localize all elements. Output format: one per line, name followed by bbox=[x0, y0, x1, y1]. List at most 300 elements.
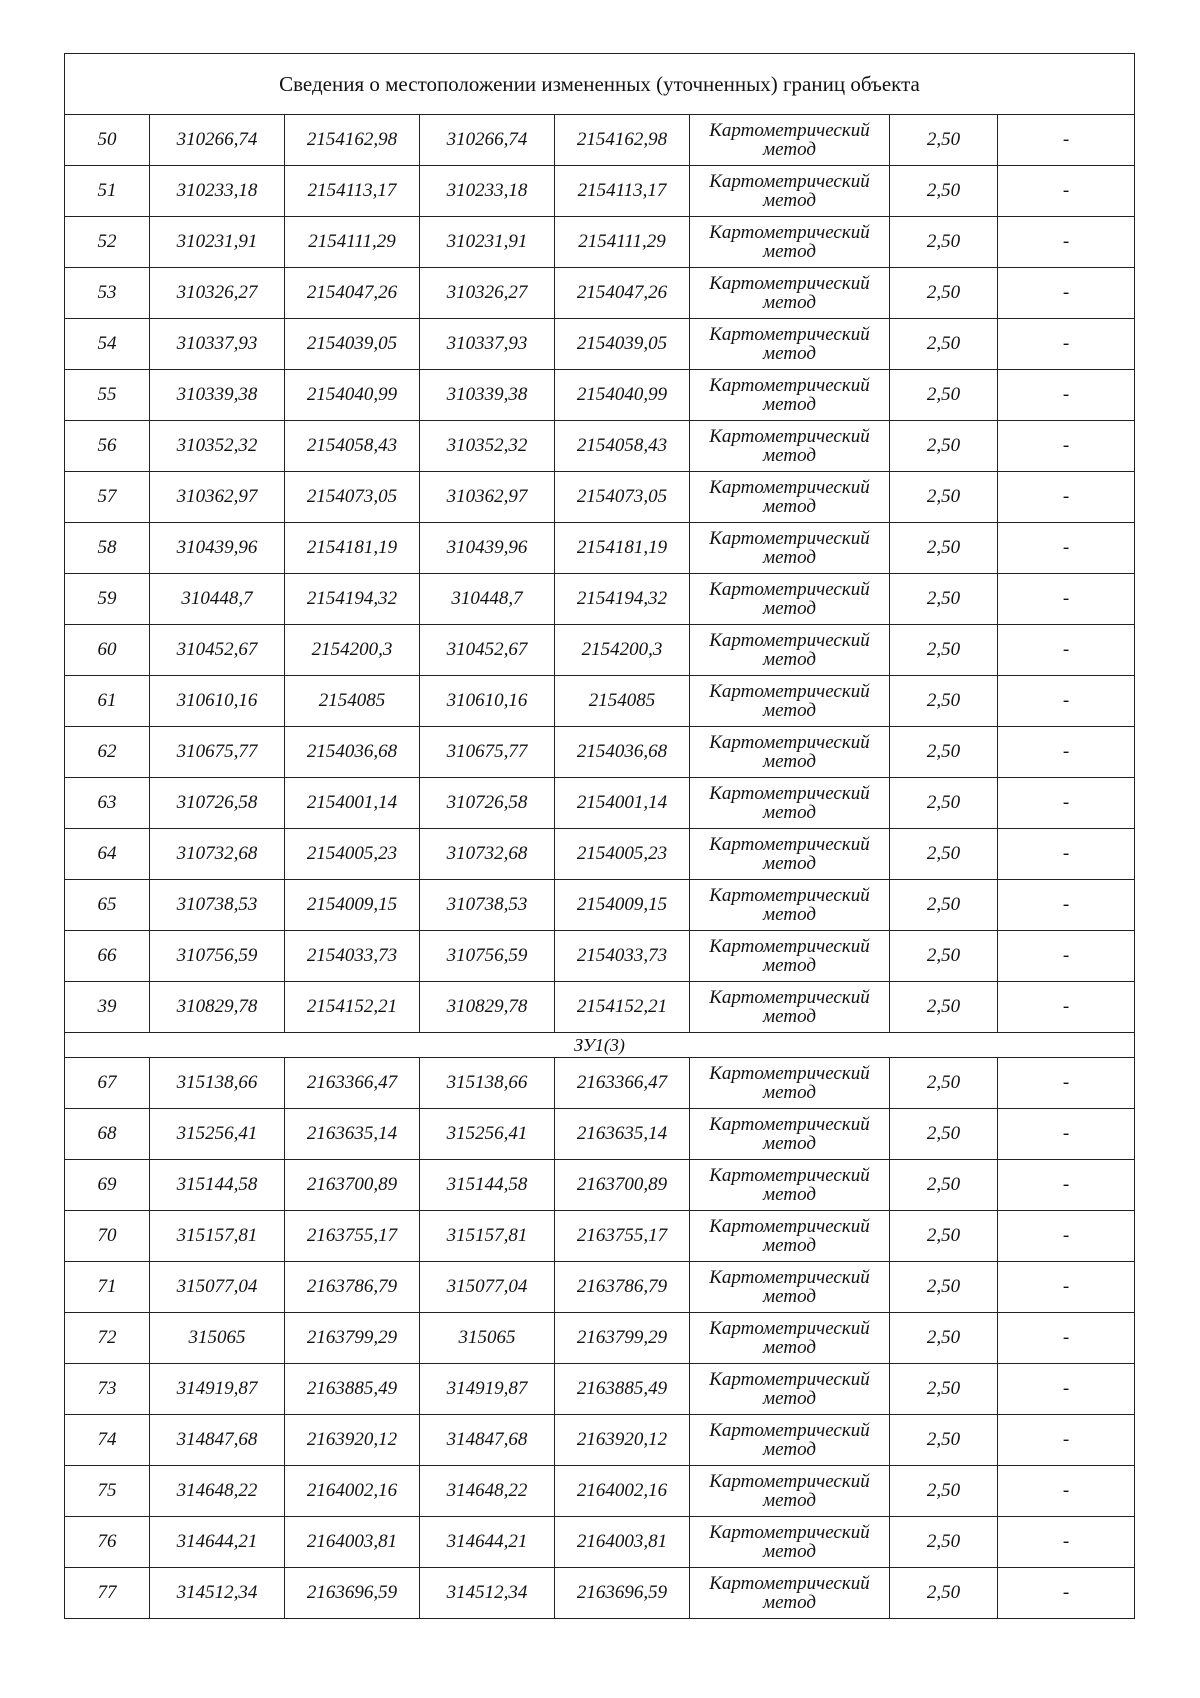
method-line-1: Картометрический bbox=[709, 1420, 870, 1441]
method-line-1: Картометрический bbox=[709, 630, 870, 651]
table-row bbox=[65, 166, 1135, 217]
accuracy-cell: 2,50 bbox=[890, 1364, 998, 1415]
method-cell bbox=[690, 982, 890, 1033]
method-line-1: Картометрический bbox=[709, 1471, 870, 1492]
accuracy-cell: 2,50 bbox=[890, 1160, 998, 1211]
method-line-2: метод bbox=[763, 1439, 816, 1460]
method-line-2: метод bbox=[763, 1184, 816, 1205]
method-cell bbox=[690, 676, 890, 727]
x-new-cell: 315065 bbox=[420, 1313, 555, 1364]
x-existing-cell: 310439,96 bbox=[150, 523, 285, 574]
x-existing-cell: 310610,16 bbox=[150, 676, 285, 727]
method-line-1: Картометрический bbox=[709, 1573, 870, 1594]
method-line-1: Картометрический bbox=[709, 732, 870, 753]
table-row bbox=[65, 1466, 1135, 1517]
y-existing-cell: 2154111,29 bbox=[285, 217, 420, 268]
method-cell bbox=[690, 574, 890, 625]
table-row bbox=[65, 1160, 1135, 1211]
description-cell: - bbox=[998, 1109, 1135, 1160]
accuracy-cell: 2,50 bbox=[890, 1211, 998, 1262]
method-line-1: Картометрический bbox=[709, 528, 870, 549]
method-line-2: метод bbox=[763, 547, 816, 568]
x-new-cell: 315138,66 bbox=[420, 1058, 555, 1109]
y-existing-cell: 2163755,17 bbox=[285, 1211, 420, 1262]
accuracy-cell: 2,50 bbox=[890, 421, 998, 472]
description-cell: - bbox=[998, 217, 1135, 268]
point-number-cell: 66 bbox=[65, 931, 150, 982]
table-row bbox=[65, 421, 1135, 472]
description-cell: - bbox=[998, 115, 1135, 166]
x-new-cell: 310326,27 bbox=[420, 268, 555, 319]
method-line-2: метод bbox=[763, 496, 816, 517]
accuracy-cell: 2,50 bbox=[890, 370, 998, 421]
y-new-cell: 2164002,16 bbox=[555, 1466, 690, 1517]
x-existing-cell: 314919,87 bbox=[150, 1364, 285, 1415]
method-line-1: Картометрический bbox=[709, 936, 870, 957]
method-cell bbox=[690, 166, 890, 217]
description-cell: - bbox=[998, 931, 1135, 982]
y-new-cell: 2154194,32 bbox=[555, 574, 690, 625]
y-new-cell: 2164003,81 bbox=[555, 1517, 690, 1568]
x-new-cell: 310233,18 bbox=[420, 166, 555, 217]
x-existing-cell: 315138,66 bbox=[150, 1058, 285, 1109]
accuracy-cell: 2,50 bbox=[890, 931, 998, 982]
x-existing-cell: 315256,41 bbox=[150, 1109, 285, 1160]
method-line-2: метод bbox=[763, 904, 816, 925]
method-cell bbox=[690, 1364, 890, 1415]
x-existing-cell: 310675,77 bbox=[150, 727, 285, 778]
method-line-2: метод bbox=[763, 1541, 816, 1562]
method-line-1: Картометрический bbox=[709, 1369, 870, 1390]
method-cell bbox=[690, 472, 890, 523]
method-line-1: Картометрический bbox=[709, 1063, 870, 1084]
y-new-cell: 2154073,05 bbox=[555, 472, 690, 523]
y-existing-cell: 2154085 bbox=[285, 676, 420, 727]
y-new-cell: 2163366,47 bbox=[555, 1058, 690, 1109]
method-line-1: Картометрический bbox=[709, 1216, 870, 1237]
method-cell bbox=[690, 880, 890, 931]
y-new-cell: 2163920,12 bbox=[555, 1415, 690, 1466]
x-existing-cell: 310448,7 bbox=[150, 574, 285, 625]
description-cell: - bbox=[998, 1364, 1135, 1415]
y-new-cell: 2154200,3 bbox=[555, 625, 690, 676]
x-existing-cell: 314847,68 bbox=[150, 1415, 285, 1466]
x-new-cell: 310439,96 bbox=[420, 523, 555, 574]
accuracy-cell: 2,50 bbox=[890, 829, 998, 880]
y-existing-cell: 2163799,29 bbox=[285, 1313, 420, 1364]
y-new-cell: 2163696,59 bbox=[555, 1568, 690, 1619]
method-line-2: метод bbox=[763, 955, 816, 976]
point-number-cell: 54 bbox=[65, 319, 150, 370]
x-existing-cell: 310738,53 bbox=[150, 880, 285, 931]
method-line-2: метод bbox=[763, 394, 816, 415]
table-row bbox=[65, 982, 1135, 1033]
method-line-1: Картометрический bbox=[709, 171, 870, 192]
method-line-1: Картометрический bbox=[709, 120, 870, 141]
x-new-cell: 310337,93 bbox=[420, 319, 555, 370]
method-cell bbox=[690, 1517, 890, 1568]
y-existing-cell: 2154058,43 bbox=[285, 421, 420, 472]
accuracy-cell: 2,50 bbox=[890, 319, 998, 370]
y-new-cell: 2154162,98 bbox=[555, 115, 690, 166]
method-cell bbox=[690, 319, 890, 370]
y-existing-cell: 2154001,14 bbox=[285, 778, 420, 829]
y-new-cell: 2163635,14 bbox=[555, 1109, 690, 1160]
table-row bbox=[65, 217, 1135, 268]
method-cell bbox=[690, 217, 890, 268]
point-number-cell: 50 bbox=[65, 115, 150, 166]
description-cell: - bbox=[998, 574, 1135, 625]
accuracy-cell: 2,50 bbox=[890, 166, 998, 217]
x-new-cell: 310732,68 bbox=[420, 829, 555, 880]
y-new-cell: 2154113,17 bbox=[555, 166, 690, 217]
x-new-cell: 310675,77 bbox=[420, 727, 555, 778]
method-line-1: Картометрический bbox=[709, 324, 870, 345]
method-cell bbox=[690, 1568, 890, 1619]
y-existing-cell: 2154113,17 bbox=[285, 166, 420, 217]
method-cell bbox=[690, 268, 890, 319]
method-line-1: Картометрический bbox=[709, 1165, 870, 1186]
method-cell bbox=[690, 727, 890, 778]
point-number-cell: 72 bbox=[65, 1313, 150, 1364]
accuracy-cell: 2,50 bbox=[890, 1415, 998, 1466]
table-row bbox=[65, 1313, 1135, 1364]
method-cell bbox=[690, 115, 890, 166]
table-row bbox=[65, 115, 1135, 166]
method-line-2: метод bbox=[763, 700, 816, 721]
y-new-cell: 2154040,99 bbox=[555, 370, 690, 421]
x-existing-cell: 314644,21 bbox=[150, 1517, 285, 1568]
method-line-1: Картометрический bbox=[709, 783, 870, 804]
y-new-cell: 2154036,68 bbox=[555, 727, 690, 778]
description-cell: - bbox=[998, 268, 1135, 319]
method-cell bbox=[690, 1313, 890, 1364]
method-line-2: метод bbox=[763, 853, 816, 874]
y-existing-cell: 2154181,19 bbox=[285, 523, 420, 574]
accuracy-cell: 2,50 bbox=[890, 217, 998, 268]
description-cell: - bbox=[998, 625, 1135, 676]
point-number-cell: 68 bbox=[65, 1109, 150, 1160]
method-line-1: Картометрический bbox=[709, 579, 870, 600]
y-new-cell: 2163755,17 bbox=[555, 1211, 690, 1262]
y-new-cell: 2154058,43 bbox=[555, 421, 690, 472]
point-number-cell: 63 bbox=[65, 778, 150, 829]
method-cell bbox=[690, 778, 890, 829]
accuracy-cell: 2,50 bbox=[890, 115, 998, 166]
table-row bbox=[65, 625, 1135, 676]
method-line-1: Картометрический bbox=[709, 1522, 870, 1543]
table-row bbox=[65, 1364, 1135, 1415]
x-new-cell: 315157,81 bbox=[420, 1211, 555, 1262]
y-existing-cell: 2163635,14 bbox=[285, 1109, 420, 1160]
method-line-2: метод bbox=[763, 445, 816, 466]
x-new-cell: 310610,16 bbox=[420, 676, 555, 727]
y-existing-cell: 2154047,26 bbox=[285, 268, 420, 319]
x-new-cell: 314847,68 bbox=[420, 1415, 555, 1466]
point-number-cell: 59 bbox=[65, 574, 150, 625]
y-existing-cell: 2163885,49 bbox=[285, 1364, 420, 1415]
method-line-2: метод bbox=[763, 1490, 816, 1511]
accuracy-cell: 2,50 bbox=[890, 472, 998, 523]
method-cell bbox=[690, 1466, 890, 1517]
accuracy-cell: 2,50 bbox=[890, 676, 998, 727]
description-cell: - bbox=[998, 676, 1135, 727]
method-line-2: метод bbox=[763, 1337, 816, 1358]
description-cell: - bbox=[998, 880, 1135, 931]
description-cell: - bbox=[998, 1058, 1135, 1109]
y-existing-cell: 2154040,99 bbox=[285, 370, 420, 421]
accuracy-cell: 2,50 bbox=[890, 625, 998, 676]
method-line-2: метод bbox=[763, 802, 816, 823]
method-line-2: метод bbox=[763, 1388, 816, 1409]
y-existing-cell: 2154036,68 bbox=[285, 727, 420, 778]
description-cell: - bbox=[998, 982, 1135, 1033]
method-line-1: Картометрический bbox=[709, 1318, 870, 1339]
table-title-row bbox=[65, 54, 1135, 115]
method-line-1: Картометрический bbox=[709, 426, 870, 447]
description-cell: - bbox=[998, 523, 1135, 574]
method-cell bbox=[690, 1058, 890, 1109]
x-existing-cell: 310829,78 bbox=[150, 982, 285, 1033]
y-existing-cell: 2154005,23 bbox=[285, 829, 420, 880]
table-row bbox=[65, 472, 1135, 523]
x-new-cell: 310756,59 bbox=[420, 931, 555, 982]
accuracy-cell: 2,50 bbox=[890, 1568, 998, 1619]
method-line-2: метод bbox=[763, 1235, 816, 1256]
x-existing-cell: 314648,22 bbox=[150, 1466, 285, 1517]
method-line-2: метод bbox=[763, 751, 816, 772]
x-new-cell: 314644,21 bbox=[420, 1517, 555, 1568]
method-line-1: Картометрический bbox=[709, 222, 870, 243]
y-new-cell: 2154009,15 bbox=[555, 880, 690, 931]
method-cell bbox=[690, 523, 890, 574]
method-line-1: Картометрический bbox=[709, 987, 870, 1008]
x-existing-cell: 310233,18 bbox=[150, 166, 285, 217]
point-number-cell: 62 bbox=[65, 727, 150, 778]
method-line-2: метод bbox=[763, 1133, 816, 1154]
x-new-cell: 314512,34 bbox=[420, 1568, 555, 1619]
y-existing-cell: 2154009,15 bbox=[285, 880, 420, 931]
table-row bbox=[65, 268, 1135, 319]
y-existing-cell: 2154194,32 bbox=[285, 574, 420, 625]
y-new-cell: 2154001,14 bbox=[555, 778, 690, 829]
description-cell: - bbox=[998, 472, 1135, 523]
point-number-cell: 75 bbox=[65, 1466, 150, 1517]
accuracy-cell: 2,50 bbox=[890, 880, 998, 931]
description-cell: - bbox=[998, 319, 1135, 370]
y-existing-cell: 2164003,81 bbox=[285, 1517, 420, 1568]
y-existing-cell: 2154152,21 bbox=[285, 982, 420, 1033]
description-cell: - bbox=[998, 829, 1135, 880]
y-existing-cell: 2163786,79 bbox=[285, 1262, 420, 1313]
accuracy-cell: 2,50 bbox=[890, 1109, 998, 1160]
x-existing-cell: 315065 bbox=[150, 1313, 285, 1364]
description-cell: - bbox=[998, 727, 1135, 778]
method-line-2: метод bbox=[763, 139, 816, 160]
table-row bbox=[65, 1568, 1135, 1619]
accuracy-cell: 2,50 bbox=[890, 1058, 998, 1109]
table-row bbox=[65, 1211, 1135, 1262]
table-row bbox=[65, 1058, 1135, 1109]
method-line-1: Картометрический bbox=[709, 885, 870, 906]
x-existing-cell: 310732,68 bbox=[150, 829, 285, 880]
method-line-1: Картометрический bbox=[709, 1114, 870, 1135]
accuracy-cell: 2,50 bbox=[890, 523, 998, 574]
table-row bbox=[65, 778, 1135, 829]
method-line-2: метод bbox=[763, 1006, 816, 1027]
x-new-cell: 310829,78 bbox=[420, 982, 555, 1033]
point-number-cell: 64 bbox=[65, 829, 150, 880]
table-body bbox=[65, 54, 1135, 1619]
point-number-cell: 71 bbox=[65, 1262, 150, 1313]
point-number-cell: 69 bbox=[65, 1160, 150, 1211]
method-cell bbox=[690, 931, 890, 982]
point-number-cell: 67 bbox=[65, 1058, 150, 1109]
x-existing-cell: 315157,81 bbox=[150, 1211, 285, 1262]
y-new-cell: 2163786,79 bbox=[555, 1262, 690, 1313]
x-new-cell: 310362,97 bbox=[420, 472, 555, 523]
method-cell bbox=[690, 625, 890, 676]
method-line-2: метод bbox=[763, 1082, 816, 1103]
section-header-row bbox=[65, 1033, 1135, 1058]
accuracy-cell: 2,50 bbox=[890, 574, 998, 625]
description-cell: - bbox=[998, 166, 1135, 217]
x-existing-cell: 310339,38 bbox=[150, 370, 285, 421]
x-new-cell: 310448,7 bbox=[420, 574, 555, 625]
description-cell: - bbox=[998, 778, 1135, 829]
x-existing-cell: 310726,58 bbox=[150, 778, 285, 829]
table-row bbox=[65, 931, 1135, 982]
x-new-cell: 310738,53 bbox=[420, 880, 555, 931]
x-new-cell: 314919,87 bbox=[420, 1364, 555, 1415]
x-existing-cell: 310756,59 bbox=[150, 931, 285, 982]
method-line-2: метод bbox=[763, 343, 816, 364]
point-number-cell: 53 bbox=[65, 268, 150, 319]
table-row bbox=[65, 727, 1135, 778]
point-number-cell: 57 bbox=[65, 472, 150, 523]
accuracy-cell: 2,50 bbox=[890, 778, 998, 829]
boundary-coordinates-table bbox=[64, 53, 1135, 1619]
point-number-cell: 39 bbox=[65, 982, 150, 1033]
y-existing-cell: 2154039,05 bbox=[285, 319, 420, 370]
x-existing-cell: 310352,32 bbox=[150, 421, 285, 472]
method-cell bbox=[690, 1415, 890, 1466]
accuracy-cell: 2,50 bbox=[890, 1517, 998, 1568]
x-new-cell: 310231,91 bbox=[420, 217, 555, 268]
y-existing-cell: 2154162,98 bbox=[285, 115, 420, 166]
y-new-cell: 2154033,73 bbox=[555, 931, 690, 982]
x-existing-cell: 315144,58 bbox=[150, 1160, 285, 1211]
method-line-1: Картометрический bbox=[709, 681, 870, 702]
description-cell: - bbox=[998, 421, 1135, 472]
point-number-cell: 58 bbox=[65, 523, 150, 574]
table-row bbox=[65, 1109, 1135, 1160]
table-row bbox=[65, 1517, 1135, 1568]
y-new-cell: 2154039,05 bbox=[555, 319, 690, 370]
description-cell: - bbox=[998, 1313, 1135, 1364]
point-number-cell: 55 bbox=[65, 370, 150, 421]
table-title: Сведения о местоположении измененных (уточненных) границ объекта bbox=[65, 54, 1135, 115]
y-existing-cell: 2163696,59 bbox=[285, 1568, 420, 1619]
description-cell: - bbox=[998, 370, 1135, 421]
point-number-cell: 73 bbox=[65, 1364, 150, 1415]
y-new-cell: 2154181,19 bbox=[555, 523, 690, 574]
method-cell bbox=[690, 421, 890, 472]
point-number-cell: 74 bbox=[65, 1415, 150, 1466]
point-number-cell: 77 bbox=[65, 1568, 150, 1619]
method-line-2: метод bbox=[763, 649, 816, 670]
y-new-cell: 2163885,49 bbox=[555, 1364, 690, 1415]
description-cell: - bbox=[998, 1415, 1135, 1466]
method-line-1: Картометрический bbox=[709, 834, 870, 855]
point-number-cell: 76 bbox=[65, 1517, 150, 1568]
description-cell: - bbox=[998, 1568, 1135, 1619]
x-existing-cell: 310266,74 bbox=[150, 115, 285, 166]
description-cell: - bbox=[998, 1160, 1135, 1211]
y-new-cell: 2154111,29 bbox=[555, 217, 690, 268]
x-new-cell: 315144,58 bbox=[420, 1160, 555, 1211]
x-new-cell: 310452,67 bbox=[420, 625, 555, 676]
x-new-cell: 310726,58 bbox=[420, 778, 555, 829]
accuracy-cell: 2,50 bbox=[890, 1262, 998, 1313]
table-row bbox=[65, 523, 1135, 574]
accuracy-cell: 2,50 bbox=[890, 268, 998, 319]
x-new-cell: 314648,22 bbox=[420, 1466, 555, 1517]
y-new-cell: 2163700,89 bbox=[555, 1160, 690, 1211]
point-number-cell: 65 bbox=[65, 880, 150, 931]
table-row bbox=[65, 676, 1135, 727]
method-cell bbox=[690, 370, 890, 421]
x-existing-cell: 310231,91 bbox=[150, 217, 285, 268]
method-line-2: метод bbox=[763, 598, 816, 619]
description-cell: - bbox=[998, 1517, 1135, 1568]
table-row bbox=[65, 1262, 1135, 1313]
y-existing-cell: 2163920,12 bbox=[285, 1415, 420, 1466]
y-new-cell: 2154005,23 bbox=[555, 829, 690, 880]
table-row bbox=[65, 370, 1135, 421]
x-existing-cell: 310326,27 bbox=[150, 268, 285, 319]
section-label: ЗУ1(3) bbox=[65, 1033, 1135, 1058]
point-number-cell: 52 bbox=[65, 217, 150, 268]
method-line-1: Картометрический bbox=[709, 375, 870, 396]
x-existing-cell: 310337,93 bbox=[150, 319, 285, 370]
point-number-cell: 56 bbox=[65, 421, 150, 472]
method-cell bbox=[690, 1262, 890, 1313]
y-existing-cell: 2154073,05 bbox=[285, 472, 420, 523]
method-line-2: метод bbox=[763, 292, 816, 313]
y-existing-cell: 2154200,3 bbox=[285, 625, 420, 676]
x-new-cell: 315077,04 bbox=[420, 1262, 555, 1313]
y-new-cell: 2163799,29 bbox=[555, 1313, 690, 1364]
method-cell bbox=[690, 1160, 890, 1211]
y-existing-cell: 2163700,89 bbox=[285, 1160, 420, 1211]
y-new-cell: 2154047,26 bbox=[555, 268, 690, 319]
x-existing-cell: 315077,04 bbox=[150, 1262, 285, 1313]
y-new-cell: 2154085 bbox=[555, 676, 690, 727]
method-cell bbox=[690, 1109, 890, 1160]
y-existing-cell: 2154033,73 bbox=[285, 931, 420, 982]
y-existing-cell: 2163366,47 bbox=[285, 1058, 420, 1109]
description-cell: - bbox=[998, 1262, 1135, 1313]
x-new-cell: 310266,74 bbox=[420, 115, 555, 166]
accuracy-cell: 2,50 bbox=[890, 982, 998, 1033]
table-row bbox=[65, 574, 1135, 625]
point-number-cell: 60 bbox=[65, 625, 150, 676]
accuracy-cell: 2,50 bbox=[890, 1466, 998, 1517]
table-row bbox=[65, 319, 1135, 370]
method-line-1: Картометрический bbox=[709, 273, 870, 294]
y-new-cell: 2154152,21 bbox=[555, 982, 690, 1033]
